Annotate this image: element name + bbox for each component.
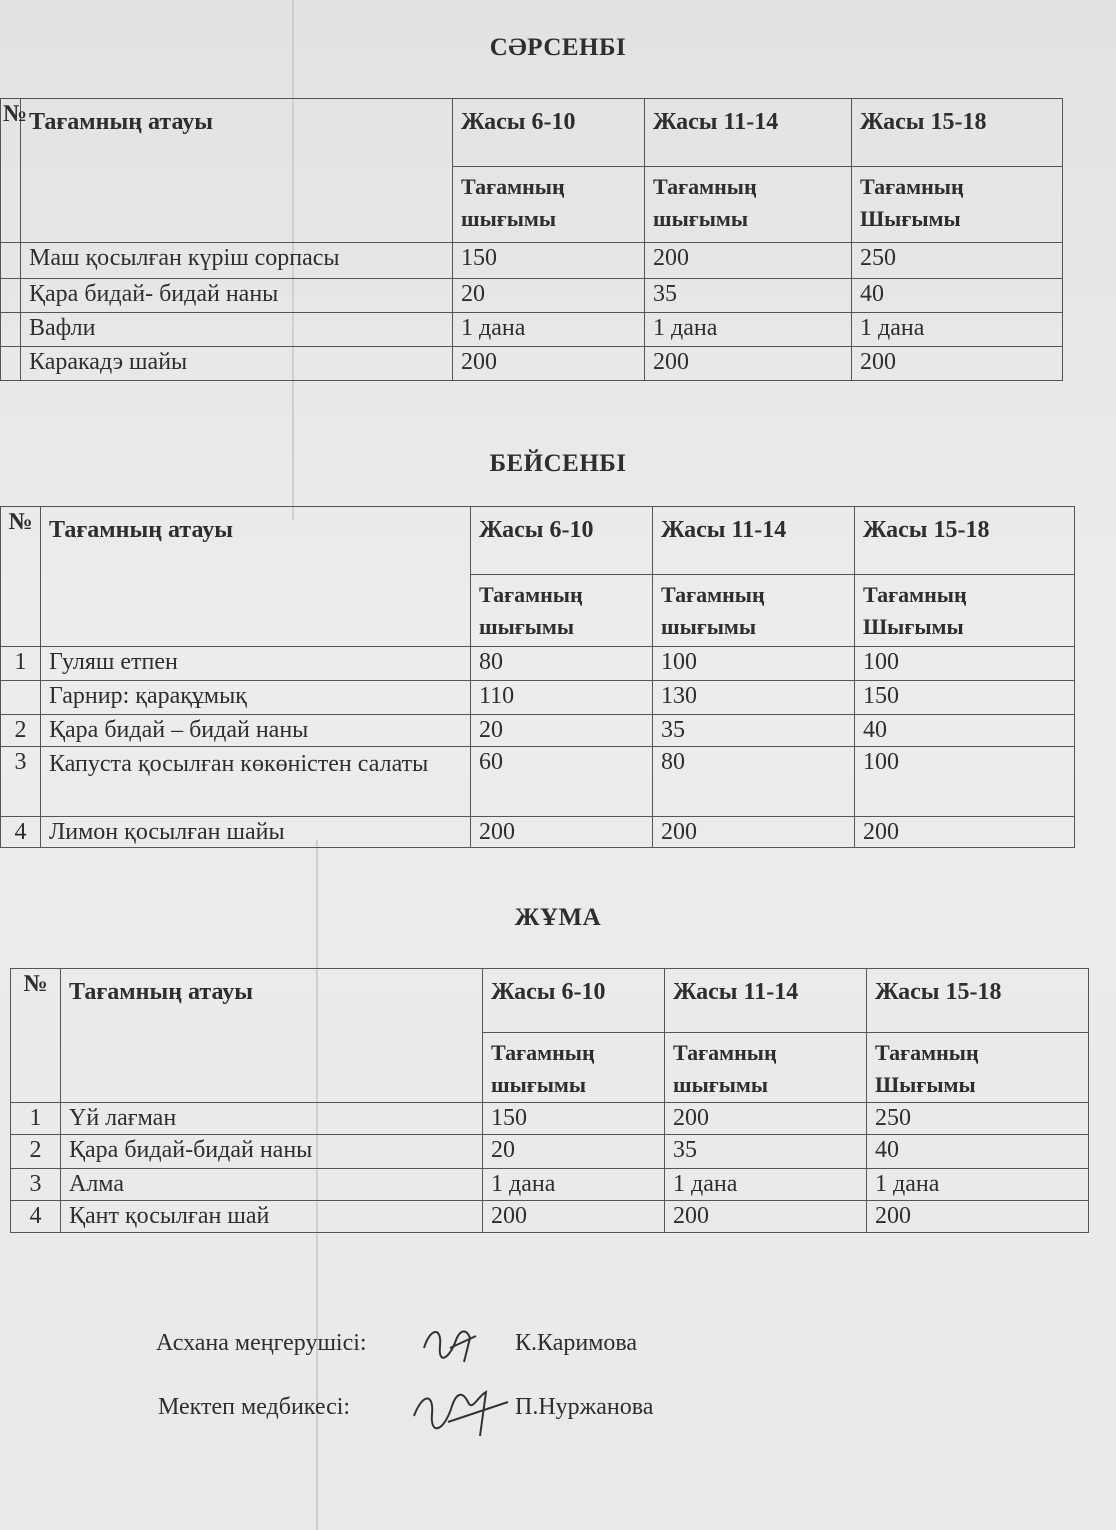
signature-person-school-nurse: П.Нуржанова — [515, 1394, 654, 1420]
col-header-dish-name: Тағамның атауы — [21, 99, 453, 243]
yield-age-11-14: 35 — [653, 715, 855, 747]
col-header-age-6-10: Жасы 6-10 — [471, 507, 653, 575]
col-header-age-11-14: Жасы 11-14 — [665, 969, 867, 1033]
yield-age-6-10: 150 — [483, 1103, 665, 1135]
yield-age-6-10: 200 — [453, 347, 645, 381]
col-header-dish-name: Тағамның атауы — [41, 507, 471, 647]
col-header-age-6-10: Жасы 6-10 — [483, 969, 665, 1033]
yield-age-15-18: 1 дана — [852, 313, 1063, 347]
col-subheader-yield: Тағамның шығымы — [653, 575, 855, 647]
table-row — [1, 279, 1063, 313]
dish-name: Қара бидай-бидай наны — [61, 1135, 483, 1169]
dish-name: Гуляш етпен — [41, 647, 471, 681]
dish-name: Қара бидай – бидай наны — [41, 715, 471, 747]
col-header-age-6-10: Жасы 6-10 — [453, 99, 645, 167]
col-subheader-yield: Тағамның шығымы — [453, 167, 645, 243]
yield-age-6-10: 20 — [453, 279, 645, 313]
yield-age-15-18: 40 — [855, 715, 1075, 747]
yield-age-6-10: 150 — [453, 243, 645, 279]
col-subheader-yield: Тағамның шығымы — [645, 167, 852, 243]
yield-age-15-18: 1 дана — [867, 1169, 1089, 1201]
yield-age-15-18: 250 — [867, 1103, 1089, 1135]
row-number: 1 — [1, 647, 41, 681]
menu-table-thursday — [0, 506, 1075, 848]
menu-table-friday — [10, 968, 1089, 1233]
dish-name: Гарнир: қарақұмық — [41, 681, 471, 715]
col-header-age-15-18: Жасы 15-18 — [867, 969, 1089, 1033]
yield-age-11-14: 130 — [653, 681, 855, 715]
table-row — [1, 747, 1075, 817]
dish-name: Лимон қосылған шайы — [41, 817, 471, 848]
row-number: 2 — [1, 715, 41, 747]
yield-age-11-14: 1 дана — [645, 313, 852, 347]
yield-age-11-14: 200 — [665, 1201, 867, 1233]
row-number: 1 — [11, 1103, 61, 1135]
yield-age-15-18: 200 — [852, 347, 1063, 381]
row-number — [1, 681, 41, 715]
table-row — [11, 1201, 1089, 1233]
dish-name: Қант қосылған шай — [61, 1201, 483, 1233]
col-subheader-yield: Тағамның шығымы — [471, 575, 653, 647]
day-title-wednesday: СӘРСЕНБІ — [489, 34, 627, 61]
yield-age-11-14: 35 — [665, 1135, 867, 1169]
yield-age-15-18: 200 — [855, 817, 1075, 848]
yield-age-6-10: 110 — [471, 681, 653, 715]
col-header-age-11-14: Жасы 11-14 — [645, 99, 852, 167]
dish-name: Үй лағман — [61, 1103, 483, 1135]
day-title-thursday: БЕЙСЕНБІ — [489, 450, 627, 477]
table-row — [1, 647, 1075, 681]
yield-age-11-14: 200 — [665, 1103, 867, 1135]
col-subheader-yield: Тағамның Шығымы — [852, 167, 1063, 243]
table-row — [1, 715, 1075, 747]
signature-person-canteen-head: К.Каримова — [515, 1330, 638, 1356]
col-header-number: № — [11, 969, 61, 1103]
table-row — [1, 817, 1075, 848]
row-number: 2 — [11, 1135, 61, 1169]
signature-role-school-nurse: Мектеп медбикесі: — [158, 1394, 351, 1420]
col-subheader-yield: Тағамның Шығымы — [867, 1033, 1089, 1103]
col-header-age-11-14: Жасы 11-14 — [653, 507, 855, 575]
col-header-age-15-18: Жасы 15-18 — [855, 507, 1075, 575]
yield-age-15-18: 40 — [852, 279, 1063, 313]
table-row — [1, 313, 1063, 347]
yield-age-6-10: 1 дана — [453, 313, 645, 347]
dish-name: Қара бидай- бидай наны — [21, 279, 453, 313]
signature-image — [408, 1376, 512, 1448]
row-number: 3 — [11, 1169, 61, 1201]
dish-name: Капуста қосылған көкөністен салаты — [41, 747, 471, 817]
table-row — [11, 1169, 1089, 1201]
day-title-friday: ЖҰМА — [514, 904, 602, 931]
table-row — [11, 1103, 1089, 1135]
col-header-number: № — [1, 507, 41, 647]
col-subheader-yield: Тағамның шығымы — [483, 1033, 665, 1103]
yield-age-6-10: 200 — [471, 817, 653, 848]
dish-name: Алма — [61, 1169, 483, 1201]
row-number — [1, 347, 21, 381]
yield-age-11-14: 80 — [653, 747, 855, 817]
yield-age-6-10: 20 — [483, 1135, 665, 1169]
yield-age-15-18: 100 — [855, 647, 1075, 681]
col-header-age-15-18: Жасы 15-18 — [852, 99, 1063, 167]
yield-age-11-14: 100 — [653, 647, 855, 681]
col-subheader-yield: Тағамның Шығымы — [855, 575, 1075, 647]
row-number: 4 — [1, 817, 41, 848]
yield-age-6-10: 200 — [483, 1201, 665, 1233]
yield-age-15-18: 100 — [855, 747, 1075, 817]
col-header-number: № — [1, 99, 21, 243]
yield-age-11-14: 200 — [645, 347, 852, 381]
col-header-dish-name: Тағамның атауы — [61, 969, 483, 1103]
yield-age-15-18: 250 — [852, 243, 1063, 279]
dish-name: Маш қосылған күріш сорпасы — [21, 243, 453, 279]
yield-age-11-14: 1 дана — [665, 1169, 867, 1201]
yield-age-15-18: 200 — [867, 1201, 1089, 1233]
yield-age-15-18: 150 — [855, 681, 1075, 715]
dish-name: Вафли — [21, 313, 453, 347]
yield-age-11-14: 35 — [645, 279, 852, 313]
yield-age-15-18: 40 — [867, 1135, 1089, 1169]
signature-role-canteen-head: Асхана меңгерушісі: — [156, 1330, 367, 1356]
yield-age-11-14: 200 — [653, 817, 855, 848]
table-row — [1, 347, 1063, 381]
yield-age-6-10: 1 дана — [483, 1169, 665, 1201]
yield-age-6-10: 60 — [471, 747, 653, 817]
table-row — [1, 681, 1075, 715]
menu-table-wednesday — [0, 98, 1063, 381]
dish-name: Каракадэ шайы — [21, 347, 453, 381]
table-row — [11, 1135, 1089, 1169]
row-number — [1, 243, 21, 279]
col-subheader-yield: Тағамның шығымы — [665, 1033, 867, 1103]
yield-age-6-10: 20 — [471, 715, 653, 747]
table-row — [1, 243, 1063, 279]
row-number: 3 — [1, 747, 41, 817]
yield-age-6-10: 80 — [471, 647, 653, 681]
yield-age-11-14: 200 — [645, 243, 852, 279]
signature-image — [420, 1318, 480, 1366]
row-number — [1, 313, 21, 347]
row-number: 4 — [11, 1201, 61, 1233]
row-number — [1, 279, 21, 313]
